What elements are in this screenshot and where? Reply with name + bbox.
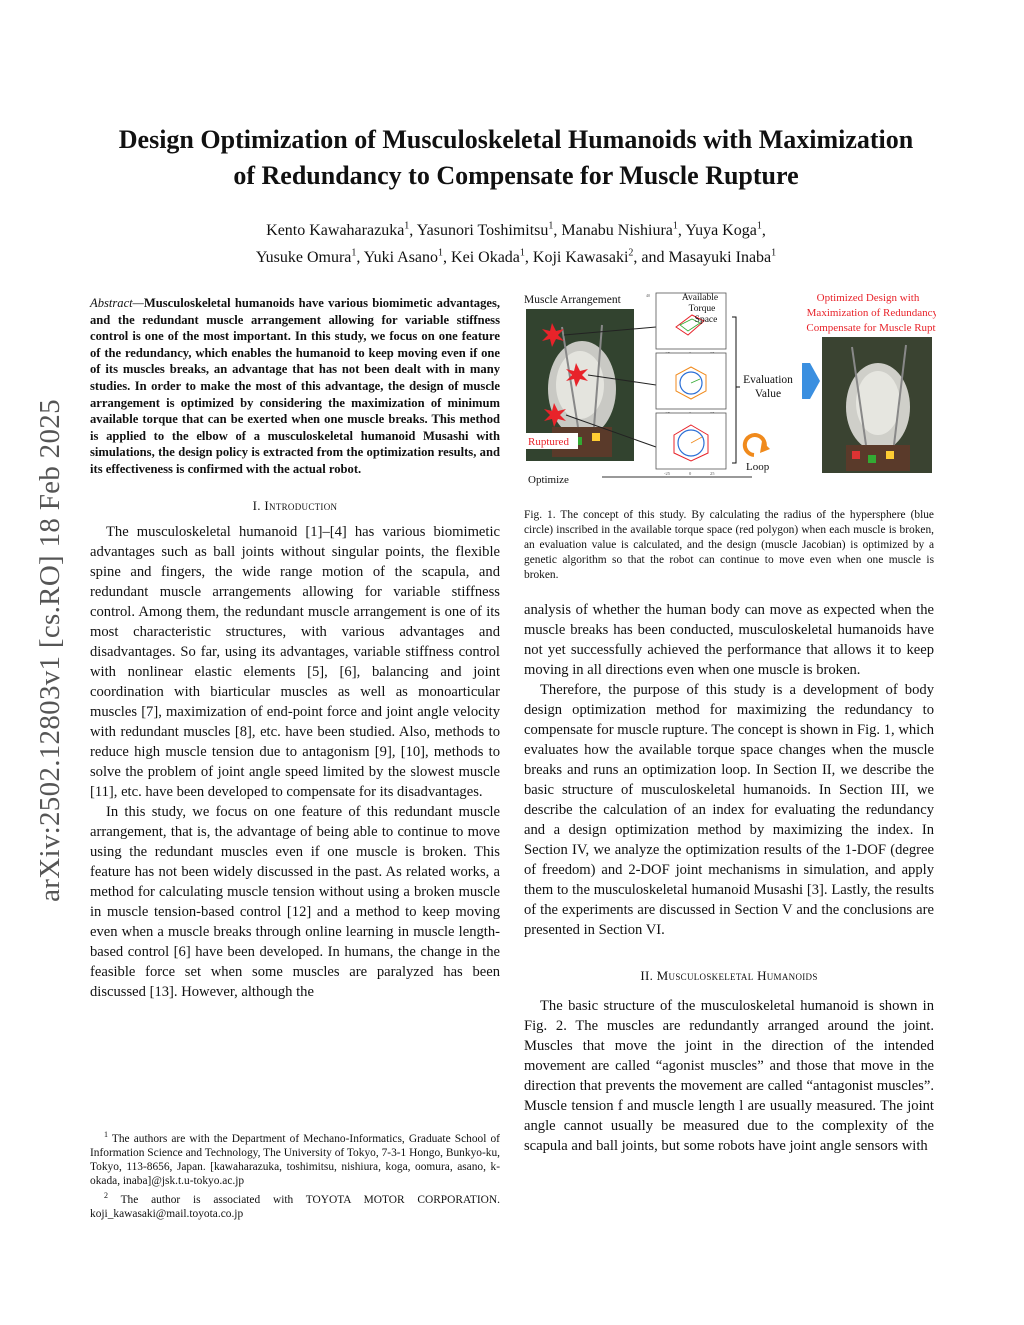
right-column bbox=[524, 600, 934, 1156]
section-heading-introduction: I. Introduction bbox=[252, 497, 338, 513]
author: Manabu Nishiura$^1$, bbox=[561, 221, 686, 240]
section-heading-musculoskeletal: II. Musculoskeletal Humanoids bbox=[640, 968, 818, 983]
footnotes bbox=[90, 1128, 500, 1221]
figure-1-caption: Fig. 1. The concept of this study. By calculating the radius of the hypersphere (blue circle) inscribed in the available torque space (red polygon) when each muscle is broken, an evaluation value is calculated, and the design (muscle Jacobian) is optimized by a genetic algorithm so that the robot can continue to move even when one muscle is broken. bbox=[524, 509, 934, 581]
footnote-2: $^2$ The author is associated with TOYOTA MOTOR CORPORATION. koji_kawasaki@mail.toyota.co.jp bbox=[90, 1190, 500, 1220]
abstract-label: Abstract— bbox=[90, 296, 144, 310]
author: Yuki Asano$^1$, bbox=[363, 247, 452, 266]
label-loop: Loop bbox=[746, 461, 770, 473]
tick-label: -25 bbox=[664, 471, 670, 476]
author-list bbox=[80, 216, 952, 269]
title-line-2: of Redundancy to Compensate for Muscle Rupture bbox=[233, 161, 799, 190]
figure-1-diagram bbox=[522, 287, 936, 497]
footnote-1: $^1$ The authors are with the Department of Mechano-Informatics, Graduate School of Information Science and Technology, The University of Tokyo, 7-3-1 Hongo, Bunkyo-ku, Tokyo, 113-8656, Japan. [kawaharazuka, toshimitsu, nishiura, koga, oomura, asano, k-okada, inaba]@jsk.t.u-tokyo.ac.jp bbox=[90, 1130, 500, 1188]
author: and Masayuki Inaba$^1$ bbox=[641, 247, 777, 266]
author: Koji Kawasaki$^2$, bbox=[532, 247, 642, 266]
loop-icon bbox=[745, 435, 770, 455]
authors-line-2 bbox=[80, 242, 952, 268]
bracket bbox=[732, 317, 740, 463]
right-paragraph-1: analysis of whether the human body can move as expected when the muscle breaks has been conducted, musculoskeletal humanoids have not yet successfully achieved the performance that allows it to keep moving in all directions even when one muscle is broken. bbox=[524, 602, 934, 678]
arxiv-identifier bbox=[30, 355, 70, 945]
svg-text:Compensate for Muscle Rupture: Compensate for Muscle Rupture bbox=[806, 322, 936, 334]
svg-text:Space: Space bbox=[694, 315, 718, 325]
author: Yasunori Toshimitsu$^1$, bbox=[416, 221, 562, 240]
label-value: Value bbox=[754, 388, 782, 400]
arxiv-identifier-text: arXiv:2502.12803v1 [cs.RO] 18 Feb 2025 bbox=[33, 398, 66, 902]
author: Kento Kawaharazuka$^1$, bbox=[266, 221, 417, 240]
label-ruptured: Ruptured bbox=[528, 436, 569, 448]
torque-plot-2 bbox=[656, 353, 726, 416]
paper-title bbox=[80, 122, 952, 194]
title-line-1: Design Optimization of Musculoskeletal Humanoids with Maximization bbox=[118, 125, 914, 154]
svg-text:Torque: Torque bbox=[688, 304, 716, 314]
robot-photo-right bbox=[822, 337, 932, 473]
author: Yusuke Omura$^1$, bbox=[255, 247, 364, 266]
author: Kei Okada$^1$, bbox=[451, 247, 533, 266]
section2-paragraph-1: The basic structure of the musculoskeletal humanoid is shown in Fig. 2. The muscles are redundantly arranged around the joint. Muscles that move the joint in the direction of the intended movement are called “agonist muscles” and those that move in the direction that prevents the movement are called “antagonist muscles”. Muscle tension f and muscle length l are usually measured. The joint angle cannot usually be measured due to the complexity of the scapula and ball joints, but some robots have joint angle sensors with bbox=[524, 998, 934, 1154]
figure-1 bbox=[522, 287, 936, 497]
tick-label: 0 bbox=[689, 471, 692, 476]
abstract-text: Musculoskeletal humanoids have various biomimetic advantages, and the redundant muscle arrangement allowing for variable stiffness control is one of the most important. In this study, we focus on one feature of the redundancy, which enables the humanoid to keep moving even if one of its muscles breaks, an advantage that has not been dealt with in many studies. In order to make the most of this advantage, the design of muscle arrangement is optimized by considering the maximization of minimum available torque that can be exerted when one muscle breaks. This method is applied to the elbow of a musculoskeletal humanoid Musashi with simulations, the design policy is extracted from the optimization results, and its effectiveness is confirmed with the actual robot. bbox=[90, 296, 500, 476]
abstract bbox=[90, 295, 500, 478]
right-paragraph-2: Therefore, the purpose of this study is a development of body design optimization method for maximizing the redundancy to compensate for muscle rupture. The concept is shown in Fig. 1, which evaluates how the available torque space changes when the muscle breaks and runs an optimization loop. In Section II, we describe the basic structure of musculoskeletal humanoids. In Section III, we describe the calculation of an index for evaluating the redundancy and a design optimization method by maximizing the index. In Section IV, we analyze the optimization results of the 1-DOF (degree of freedom) and 2-DOF joint mechanisms in simulation, and apply them to the musculoskeletal humanoid Musashi [3]. Lastly, the results of the experiments are discussed in Section V and the conclusions are presented in Section VI. bbox=[524, 682, 934, 938]
authors-line-1 bbox=[80, 216, 952, 242]
svg-text:Optimized Design with: Optimized Design with bbox=[816, 292, 920, 304]
svg-text:40: 40 bbox=[646, 293, 650, 298]
svg-text:Available: Available bbox=[681, 293, 719, 303]
tick-label: 25 bbox=[710, 471, 715, 476]
label-optimize: Optimize bbox=[528, 474, 569, 486]
author: Yuya Koga$^1$, bbox=[685, 221, 766, 240]
intro-paragraph-1: The musculoskeletal humanoid [1]–[4] has various biomimetic advantages such as ball joints without singular points, the flexible spine and fingers, the wide range motion of the scapula, and redundant muscle arrangements allowing for variable stiffness control. Among them, the redundant muscle arrangement is one of its most characteristic structures, with various advantages and disadvantages. So far, using its advantages, variable stiffness control with nonlinear elastic elements [5], [6], balancing and joint coordination with biarticular muscles as well as monoarticular muscles [7], maximization of end-point force and joint angle velocity with redundant muscles [8], etc. have been studied. Also, methods to reduce high muscle tension due to antagonism [9], [10], methods to solve the problem of joint angle speed limited by the slowest muscle [11], etc. have been developed to compensate for its disadvantages. bbox=[90, 523, 500, 800]
label-muscle-arrangement: Muscle Arrangement bbox=[524, 294, 621, 306]
svg-text:Maximization of Redundancy to: Maximization of Redundancy to bbox=[806, 307, 936, 319]
label-optimized-design bbox=[806, 292, 936, 334]
intro-paragraph-2: In this study, we focus on one feature of this redundant muscle arrangement, that is, the advantage of being able to continue to move using the redundant muscles even if one muscle is broken. This feature has not been widely discussed in the past. As related works, a method for calculating muscle tension without using a broken muscle in muscle tension-based control [12] and a method to keep moving even when a muscle breaks through online learning in muscle length-based control [6] have been developed. In humans, the change in the feasible force set when some muscles are paralyzed has been discussed [13]. However, although the bbox=[90, 803, 500, 1000]
left-column bbox=[90, 295, 500, 1002]
torque-plot-3 bbox=[656, 413, 726, 476]
label-evaluation: Evaluation bbox=[743, 374, 793, 386]
